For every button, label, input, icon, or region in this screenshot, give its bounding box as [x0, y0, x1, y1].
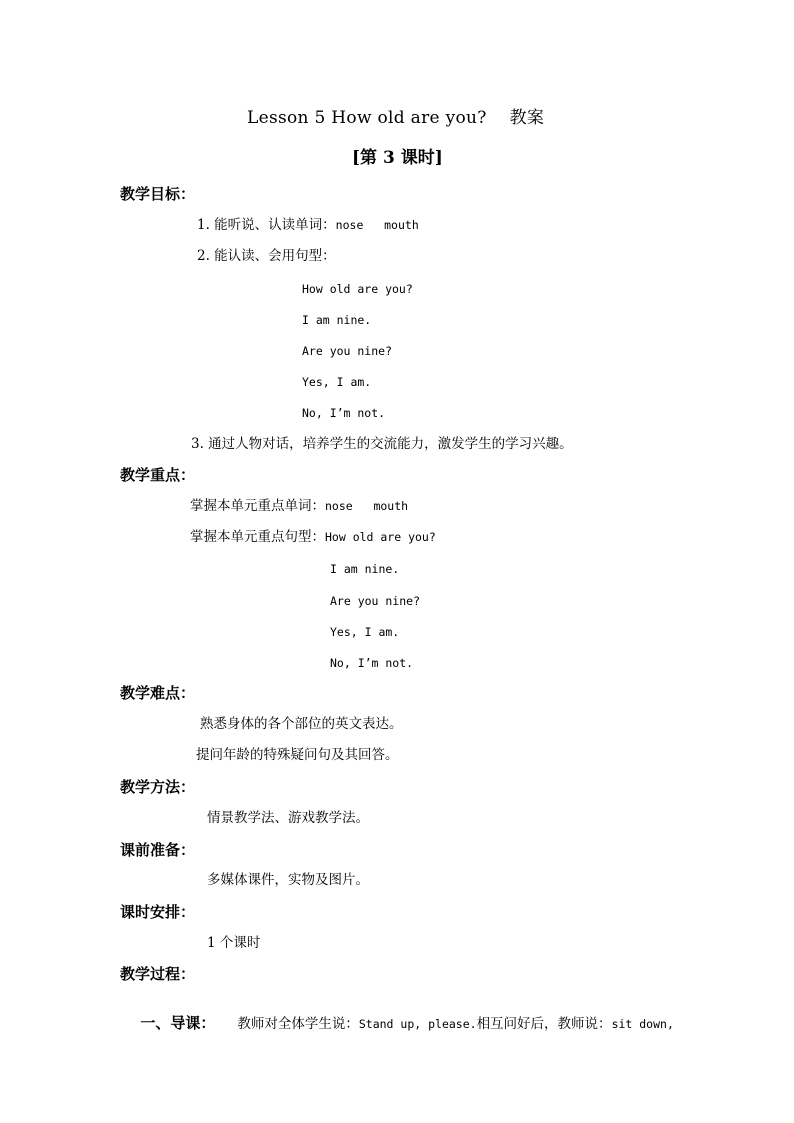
schedule-line: 1 个课时 [207, 935, 261, 951]
difficulties-heading: 教学难点： [120, 684, 196, 702]
goals-item-1-text: 1. 能听说、认读单词： [197, 217, 336, 233]
key-sentence: Yes, I am. [330, 625, 400, 639]
process-step-1-label: 一、导课： [140, 1014, 216, 1032]
goals-sentence: No, I’m not. [302, 406, 386, 420]
schedule-heading: 课时安排： [120, 903, 196, 921]
methods-line: 情景教学法、游戏教学法。 [207, 810, 369, 826]
lesson-period: [第 3 课时] [352, 148, 443, 168]
preparation-line: 多媒体课件，实物及图片。 [207, 872, 369, 888]
goals-heading: 教学目标： [120, 185, 196, 203]
preparation-heading: 课前准备： [120, 841, 196, 859]
key-points-heading: 教学重点： [120, 466, 196, 484]
goals-item-2: 2. 能认读、会用句型： [197, 248, 336, 264]
goals-item-3: 3. 通过人物对话，培养学生的交流能力，激发学生的学习兴趣。 [191, 436, 573, 452]
key-sentence: No, I’m not. [330, 656, 414, 670]
goals-sentence: How old are you? [302, 282, 413, 296]
key-sentence: How old are you? [325, 530, 436, 544]
process-step-1-text: 相互问好后，教师说： [476, 1016, 612, 1032]
process-step-1 [120, 999, 674, 1048]
process-step-1-english: sit down, [611, 1017, 674, 1031]
key-sentences-line [190, 531, 436, 545]
goals-sentence: Yes, I am. [302, 375, 372, 389]
process-heading: 教学过程： [120, 965, 196, 983]
page-title: Lesson 5 How old are you? 教案 [247, 108, 545, 128]
difficulties-line: 提问年龄的特殊疑问句及其回答。 [196, 747, 399, 763]
goals-sentence: Are you nine? [302, 344, 393, 358]
key-sentence: I am nine. [330, 562, 400, 576]
key-words-line [190, 500, 408, 514]
process-step-1-text: 教师对全体学生说： [237, 1016, 359, 1032]
goals-item-1 [197, 219, 419, 233]
goals-sentence: I am nine. [302, 313, 372, 327]
key-words-label: 掌握本单元重点单词： [190, 498, 325, 514]
key-words: nose mouth [325, 499, 409, 513]
key-sentence: Are you nine? [330, 594, 421, 608]
key-sentences-label: 掌握本单元重点句型： [190, 529, 325, 545]
methods-heading: 教学方法： [120, 778, 196, 796]
difficulties-line: 熟悉身体的各个部位的英文表达。 [200, 716, 403, 732]
goals-item-1-words: nose mouth [335, 218, 419, 232]
process-step-1-english: Stand up, please. [358, 1017, 477, 1031]
